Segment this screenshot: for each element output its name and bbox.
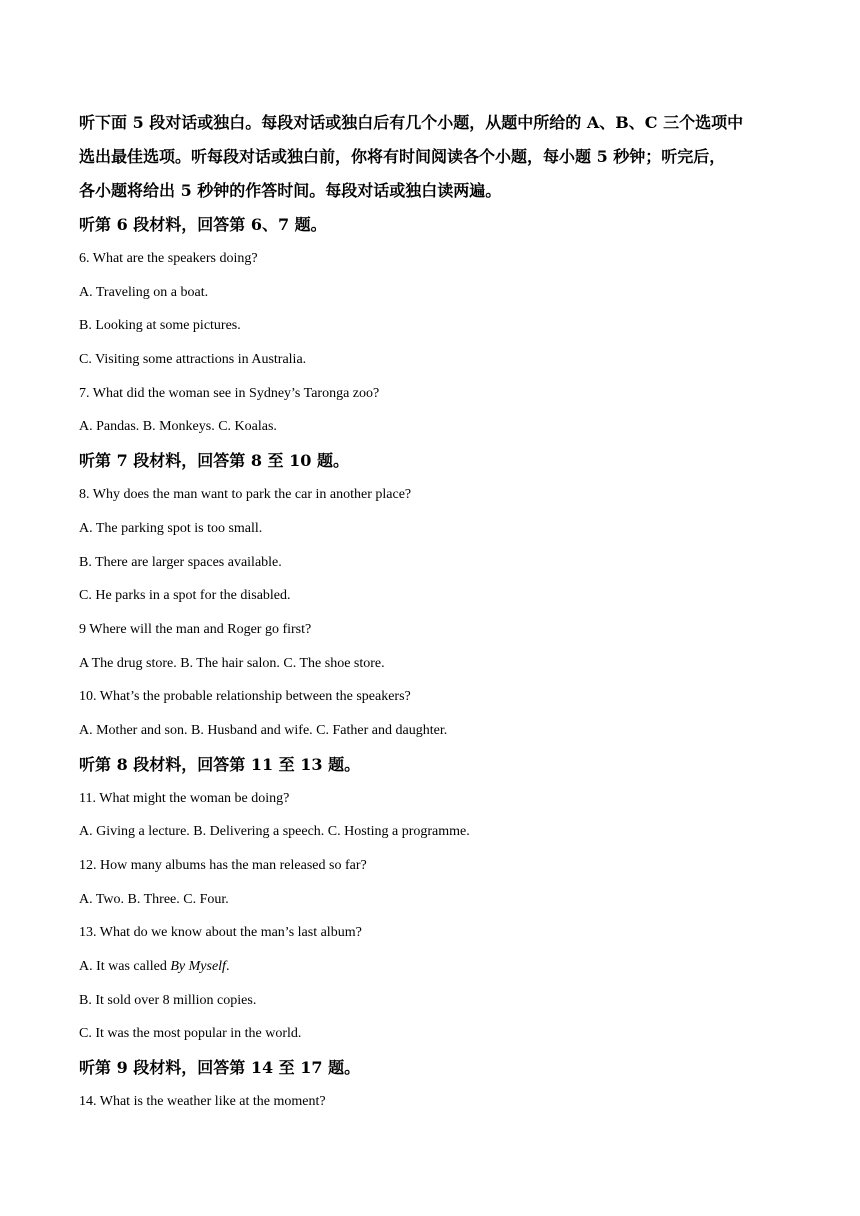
- question-11: 11. What might the woman be doing?: [79, 790, 290, 806]
- page-content: [79, 106, 789, 1119]
- options-7: A. Pandas. B. Monkeys. C. Koalas.: [79, 419, 277, 435]
- listening-instructions: [79, 106, 789, 208]
- question-12: 12. How many albums has the man released so far?: [79, 858, 367, 873]
- section-heading-7: 听第 7 段材料，回答第 8 至 10 题。: [79, 451, 349, 471]
- options-9: A The drug store. B. The hair salon. C. The shoe store.: [79, 655, 385, 671]
- option-13-a-prefix: A. It was called: [79, 959, 171, 975]
- option-13-c: C. It was the most popular in the world.: [79, 1026, 302, 1042]
- options-11: A. Giving a lecture. B. Delivering a speech. C. Hosting a programme.: [79, 824, 470, 840]
- option-8-b: B. There are larger spaces available.: [79, 554, 282, 570]
- options-12: A. Two. B. Three. C. Four.: [79, 891, 229, 907]
- question-14: 14. What is the weather like at the moment?: [79, 1094, 326, 1110]
- option-6-c: C. Visiting some attractions in Australia.: [79, 352, 307, 368]
- option-13-b: B. It sold over 8 million copies.: [79, 992, 257, 1008]
- question-13: 13. What do we know about the man’s last album?: [79, 925, 362, 941]
- question-7: 7. What did the woman see in Sydney’s Taronga zoo?: [79, 385, 380, 401]
- options-10: A. Mother and son. B. Husband and wife. C. Father and daughter.: [79, 722, 448, 738]
- instruction-line: 听下面 5 段对话或独白。每段对话或独白后有几个小题，从题中所给的 A、B、C 三个选项中: [79, 113, 744, 132]
- question-10: 10. What’s the probable relationship between the speakers?: [79, 689, 411, 705]
- option-8-c: C. He parks in a spot for the disabled.: [79, 588, 291, 604]
- question-8: 8. Why does the man want to park the car in another place?: [79, 487, 412, 503]
- option-6-a: A. Traveling on a boat.: [79, 284, 209, 300]
- instruction-line: 选出最佳选项。听每段对话或独白前，你将有时间阅读各个小题，每小题 5 秒钟；听完后，: [79, 147, 726, 166]
- section-heading-8: 听第 8 段材料，回答第 11 至 13 题。: [79, 754, 361, 774]
- option-8-a: A. The parking spot is too small.: [79, 520, 263, 536]
- option-13-a-suffix: .: [225, 959, 230, 975]
- question-6: 6. What are the speakers doing?: [79, 251, 258, 266]
- option-6-b: B. Looking at some pictures.: [79, 318, 241, 334]
- section-heading-6: 听第 6 段材料，回答第 6、7 题。: [79, 215, 327, 234]
- section-heading-9: 听第 9 段材料，回答第 14 至 17 题。: [79, 1058, 361, 1078]
- question-9: 9 Where will the man and Roger go first?: [79, 621, 312, 637]
- option-13-a: [79, 950, 789, 984]
- album-title: By Myself: [170, 959, 226, 975]
- instruction-line: 各小题将给出 5 秒钟的作答时间。每段对话或独白读两遍。: [79, 181, 502, 200]
